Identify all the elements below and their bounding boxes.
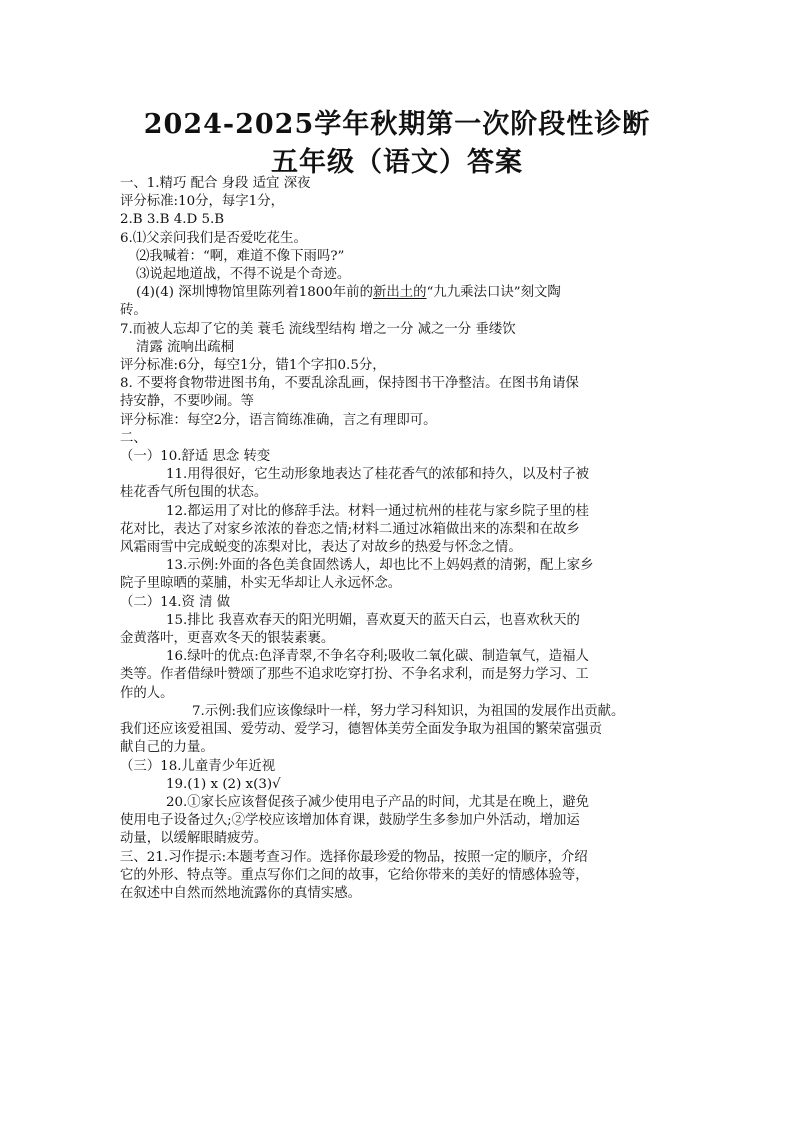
document-title: 2024-2025学年秋期第一次阶段性诊断 bbox=[143, 109, 651, 140]
underlined-text: 新出土的 bbox=[372, 285, 427, 301]
answer-line: 献自己的力量。 bbox=[120, 740, 214, 756]
answer-line: 风霜雨雪中完成蜕变的冻梨对比，表达了对故乡的热爱与怀念之情。 bbox=[120, 540, 522, 556]
answer-line: 8. 不要将食物带进图书角，不要乱涂乱画，保持图书干净整洁。在图书角请保 bbox=[120, 376, 579, 392]
answer-line: 院子里晾晒的菜脯，朴实无华却让人永远怀念。 bbox=[120, 576, 402, 592]
document-subtitle: 五年级（语文）答案 bbox=[271, 147, 523, 178]
answer-line: 它的外形、特点等。重点写你们之间的故事，它给你带来的美好的情感体验等， bbox=[120, 867, 589, 883]
answer-line: 我们还应该爱祖国、爱劳动、爱学习，德智体美劳全面发争取为祖国的繁荣富强贡 bbox=[120, 722, 603, 738]
answer-line: 砖。 bbox=[120, 303, 147, 319]
answer-line: ⑶说起地道战，不得不说是个奇迹。 bbox=[136, 267, 351, 283]
answer-line: 12.都运用了对比的修辞手法。材料一通过杭州的桂花与家乡院子里的桂 bbox=[166, 503, 590, 519]
answer-line: 19.(1) x (2) x(3)√ bbox=[166, 776, 281, 792]
scoring-line: 评分标准:6分，每空1分，错1个字扣0.5分， bbox=[120, 358, 386, 374]
answer-line: （三）18.儿童青少年近视 bbox=[120, 758, 276, 774]
answer-line: 一、1.精巧 配合 身段 适宜 深夜 bbox=[120, 176, 311, 191]
answer-body bbox=[120, 175, 680, 903]
answer-line: 2.B 3.B 4.D 5.B bbox=[120, 212, 225, 228]
answer-line: 7.示例:我们应该像绿叶一样，努力学习科知识，为祖国的发展作出贡献。 bbox=[192, 703, 625, 719]
answer-line: 花对比，表达了对家乡浓浓的眷恋之情;材料二通过冰箱做出来的冻梨和在故乡 bbox=[120, 521, 580, 537]
section-heading: 二、 bbox=[120, 430, 147, 446]
answer-line: 6.⑴父亲问我们是否爱吃花生。 bbox=[120, 230, 307, 246]
answer-text: “九九乘法口诀”刻文陶 bbox=[426, 285, 561, 301]
answer-line: 作的人。 bbox=[120, 685, 174, 701]
answer-line: 15.排比 我喜欢春天的阳光明媚，喜欢夏天的蓝天白云，也喜欢秋天的 bbox=[166, 612, 580, 628]
scoring-line: 评分标准:10分，每字1分， bbox=[120, 194, 284, 210]
answer-line: 20.①家长应该督促孩子减少使用电子产品的时间，尤其是在晚上，避免 bbox=[166, 794, 590, 810]
answer-line: 动量，以缓解眼睛疲劳。 bbox=[120, 831, 268, 847]
answer-line: （二）14.资 清 做 bbox=[120, 594, 231, 610]
answer-line: 7.而被人忘却了它的美 蓑毛 流线型结构 增之一分 减之一分 垂缕饮 bbox=[120, 321, 516, 337]
scoring-line: 评分标准：每空2分，语言简练准确，言之有理即可。 bbox=[120, 412, 437, 428]
answer-line: ⑵我喊着：“啊，难道不像下雨吗?” bbox=[136, 248, 345, 264]
answer-line: （一）10.舒适 思念 转变 bbox=[120, 449, 271, 465]
answer-line: 使用电子设备过久;②学校应该增加体育课，鼓励学生多参加户外活动，增加运 bbox=[120, 813, 580, 829]
answer-line: 三、21.习作提示:本题考查习作。选择你最珍爱的物品，按照一定的顺序，介绍 bbox=[120, 849, 588, 865]
answer-line: 11.用得很好，它生动形象地表达了桂花香气的浓郁和持久，以及村子被 bbox=[166, 467, 590, 483]
answer-line bbox=[120, 284, 680, 302]
answer-text: (4)(4) 深圳博物馆里陈列着1800年前的 bbox=[136, 285, 373, 301]
answer-line: 在叙述中自然而然地流露你的真情实感。 bbox=[120, 885, 362, 901]
answer-line: 桂花香气所包围的状态。 bbox=[120, 485, 268, 501]
answer-line: 类等。作者借绿叶赞颂了那些不追求吃穿打扮、不争名求利，而是努力学习、工 bbox=[120, 667, 589, 683]
answer-line: 16.绿叶的优点:色泽青翠,不争名夺利;吸收二氧化碳、制造氧气，造福人 bbox=[166, 649, 589, 665]
answer-line: 13.示例:外面的各色美食固然诱人，却也比不上妈妈煮的清粥，配上家乡 bbox=[166, 558, 594, 574]
answer-line: 金黄落叶，更喜欢冬天的银装素裹。 bbox=[120, 631, 335, 647]
answer-line: 持安静，不要吵闹。等 bbox=[120, 394, 254, 410]
answer-line: 清露 流响出疏桐 bbox=[136, 339, 234, 355]
